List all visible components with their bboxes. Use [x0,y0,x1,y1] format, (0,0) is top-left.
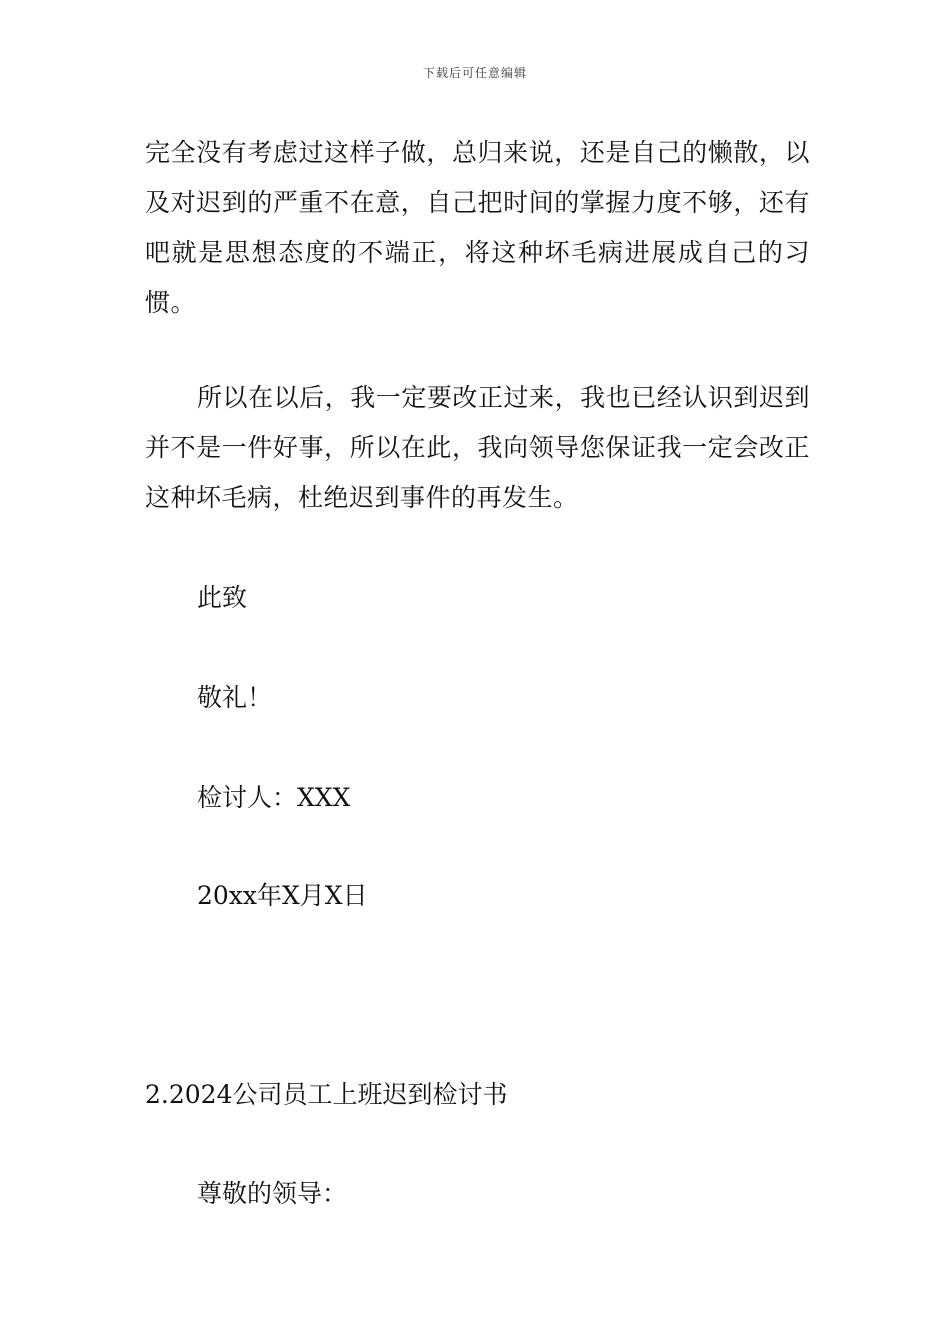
salutation: 尊敬的领导： [197,1179,348,1208]
paragraph-commitment: 所以在以后，我一定要改正过来，我也已经认识到迟到并不是一件好事，所以在此，我向领导您保证我一定会改正这种坏毛病，杜绝迟到事件的再发生。 [145,383,810,512]
date-line: 20xx年X月X日 [197,881,368,910]
closing-jingli: 敬礼！ [197,683,273,712]
section-title: 2.2024公司员工上班迟到检讨书 [145,1080,508,1109]
closing-cizhi: 此致 [197,583,248,612]
page-header-note: 下载后可任意编辑 [422,66,527,80]
signature-line: 检讨人：XXX [197,783,351,812]
paragraph-reflection: 完全没有考虑过这样子做，总归来说，还是自己的懒散，以及对迟到的严重不在意，自己把时间的掌握力度不够，还有吧就是思想态度的不端正，将这种坏毛病进展成自己的习惯。 [145,138,810,317]
